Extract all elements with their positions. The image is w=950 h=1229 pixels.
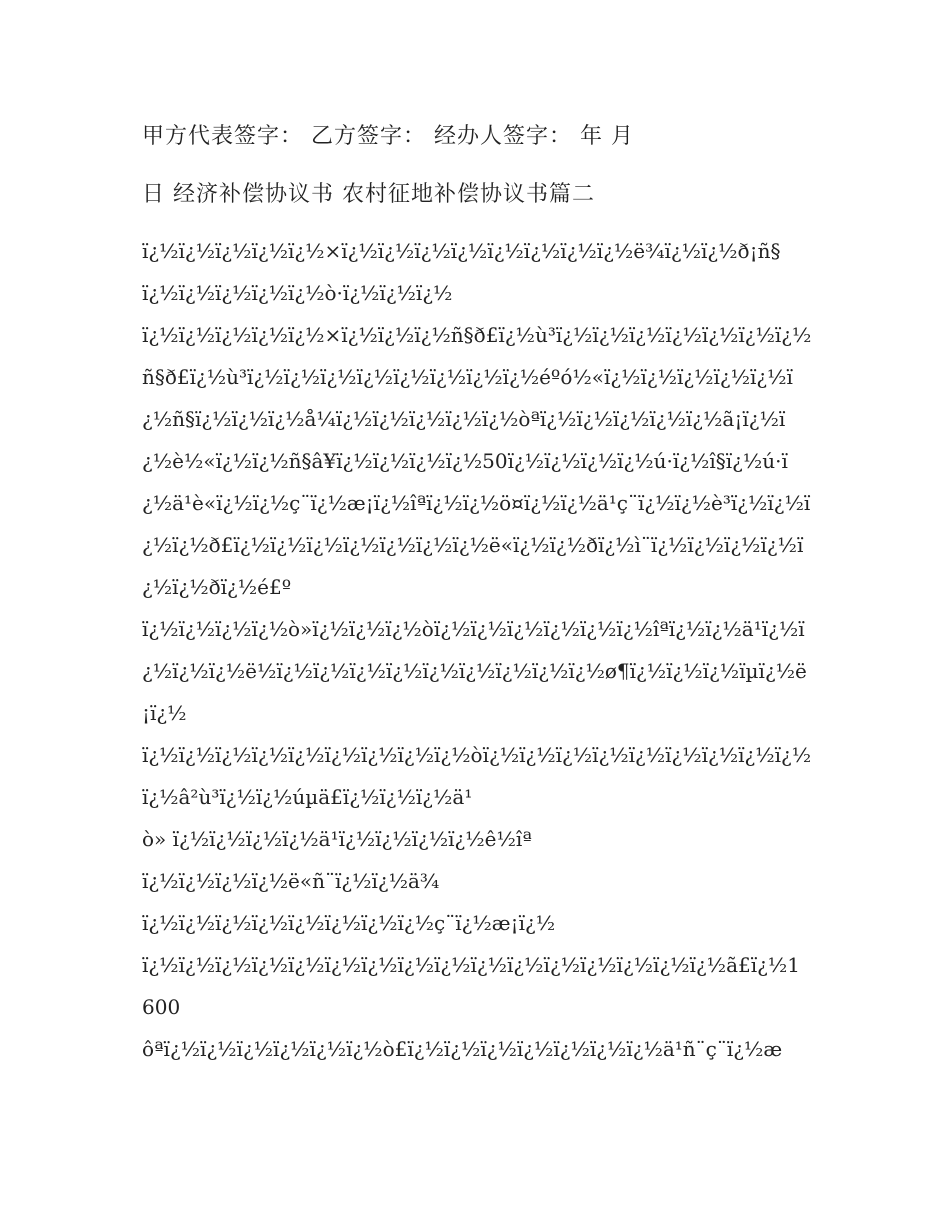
- paragraph: ï¿½ï¿½ï¿½ï¿½ï¿½ï¿½ï¿½ï¿½ç¨ï¿½æ¡ï¿½: [142, 911, 556, 935]
- paragraph-title-line: 日 经济补偿协议书 农村征地补偿协议书篇二: [142, 182, 595, 207]
- paragraph: ï¿½ï¿½ï¿½ï¿½ï¿½×ï¿½ï¿½ï¿½ï¿½ï¿½ï¿½ï¿½ï¿½ë¾ï¿½ï¿½ð¡ñ§: [142, 239, 781, 263]
- paragraph-signature-line: 甲方代表签字： 乙方签字： 经办人签字： 年 月: [142, 124, 634, 149]
- paragraph: ò» ï¿½ï¿½ï¿½ï¿½ä¹ï¿½ï¿½ï¿½ï¿½ê½îª: [142, 827, 532, 851]
- paragraph: ï¿½ï¿½ï¿½ï¿½ë«ñ¨ï¿½ï¿½ä¾: [142, 869, 440, 893]
- document-body: [142, 110, 812, 1070]
- paragraph: ôªï¿½ï¿½ï¿½ï¿½ï¿½ï¿½ò£ï¿½ï¿½ï¿½ï¿½ï¿½ï¿½ï¿½ä¹ñ¨ç¨ï¿½æ: [142, 1037, 783, 1061]
- paragraph: ï¿½ï¿½ï¿½ï¿½ï¿½ï¿½ï¿½ï¿½ï¿½ï¿½ï¿½ï¿½ï¿½ï¿½ï¿½ï¿½ã£ï¿½1600: [142, 953, 800, 1019]
- paragraph: ï¿½ï¿½ï¿½ï¿½ï¿½ò·ï¿½ï¿½ï¿½: [142, 281, 453, 305]
- paragraph: ï¿½ï¿½ï¿½ï¿½ò»ï¿½ï¿½ï¿½òï¿½ï¿½ï¿½ï¿½ï¿½ï¿½îªï¿½ï¿½ä¹ï¿½ï¿½ï¿½ï¿½ë½ï¿½ï¿½ï¿½ï¿½ï¿½ï¿½ï¿½ï¿½ï¿½ø¶ï¿½ï¿½ï¿½ïµï¿½ë¡ï¿½: [142, 617, 807, 725]
- paragraph: ï¿½ï¿½ï¿½ï¿½ï¿½×ï¿½ï¿½ï¿½ñ§ð£ï¿½ù³ï¿½ï¿½ï¿½ï¿½ï¿½ï¿½ï¿½ñ§ð£ï¿½ù³ï¿½ï¿½ï¿½ï¿½ï¿½ï¿½ï¿½ï¿½éºó½«ï¿½ï¿½ï¿½ï¿½ï¿½ï¿½ñ§ï¿½ï¿½ï¿½å¼ï¿½ï¿½ï¿½ï¿½ï¿½òªï¿½ï¿½ï¿½ï¿½ï¿½ã¡ï¿½ï¿½è½«ï¿½ï¿½ñ§â¥ï¿½ï¿½ï¿½ï¿½50ï¿½ï¿½ï¿½ï¿½ú·ï¿½î§ï¿½ú·ï¿½ä¹è«ï¿½ï¿½ç¨ï¿½æ¡ï¿½îªï¿½ï¿½ö¤ï¿½ï¿½ä¹ç¨ï¿½ï¿½è³ï¿½ï¿½ï¿½ï¿½ð£ï¿½ï¿½ï¿½ï¿½ï¿½ï¿½ï¿½ë«ï¿½ï¿½ðï¿½ì¨ï¿½ï¿½ï¿½ï¿½ï¿½ï¿½ðï¿½é£º: [142, 323, 812, 599]
- paragraph: ï¿½ï¿½ï¿½ï¿½ï¿½ï¿½ï¿½ï¿½ï¿½òï¿½ï¿½ï¿½ï¿½ï¿½ï¿½ï¿½ï¿½ï¿½ï¿½â²ù³ï¿½ï¿½úµä£ï¿½ï¿½ï¿½ä¹: [142, 743, 812, 809]
